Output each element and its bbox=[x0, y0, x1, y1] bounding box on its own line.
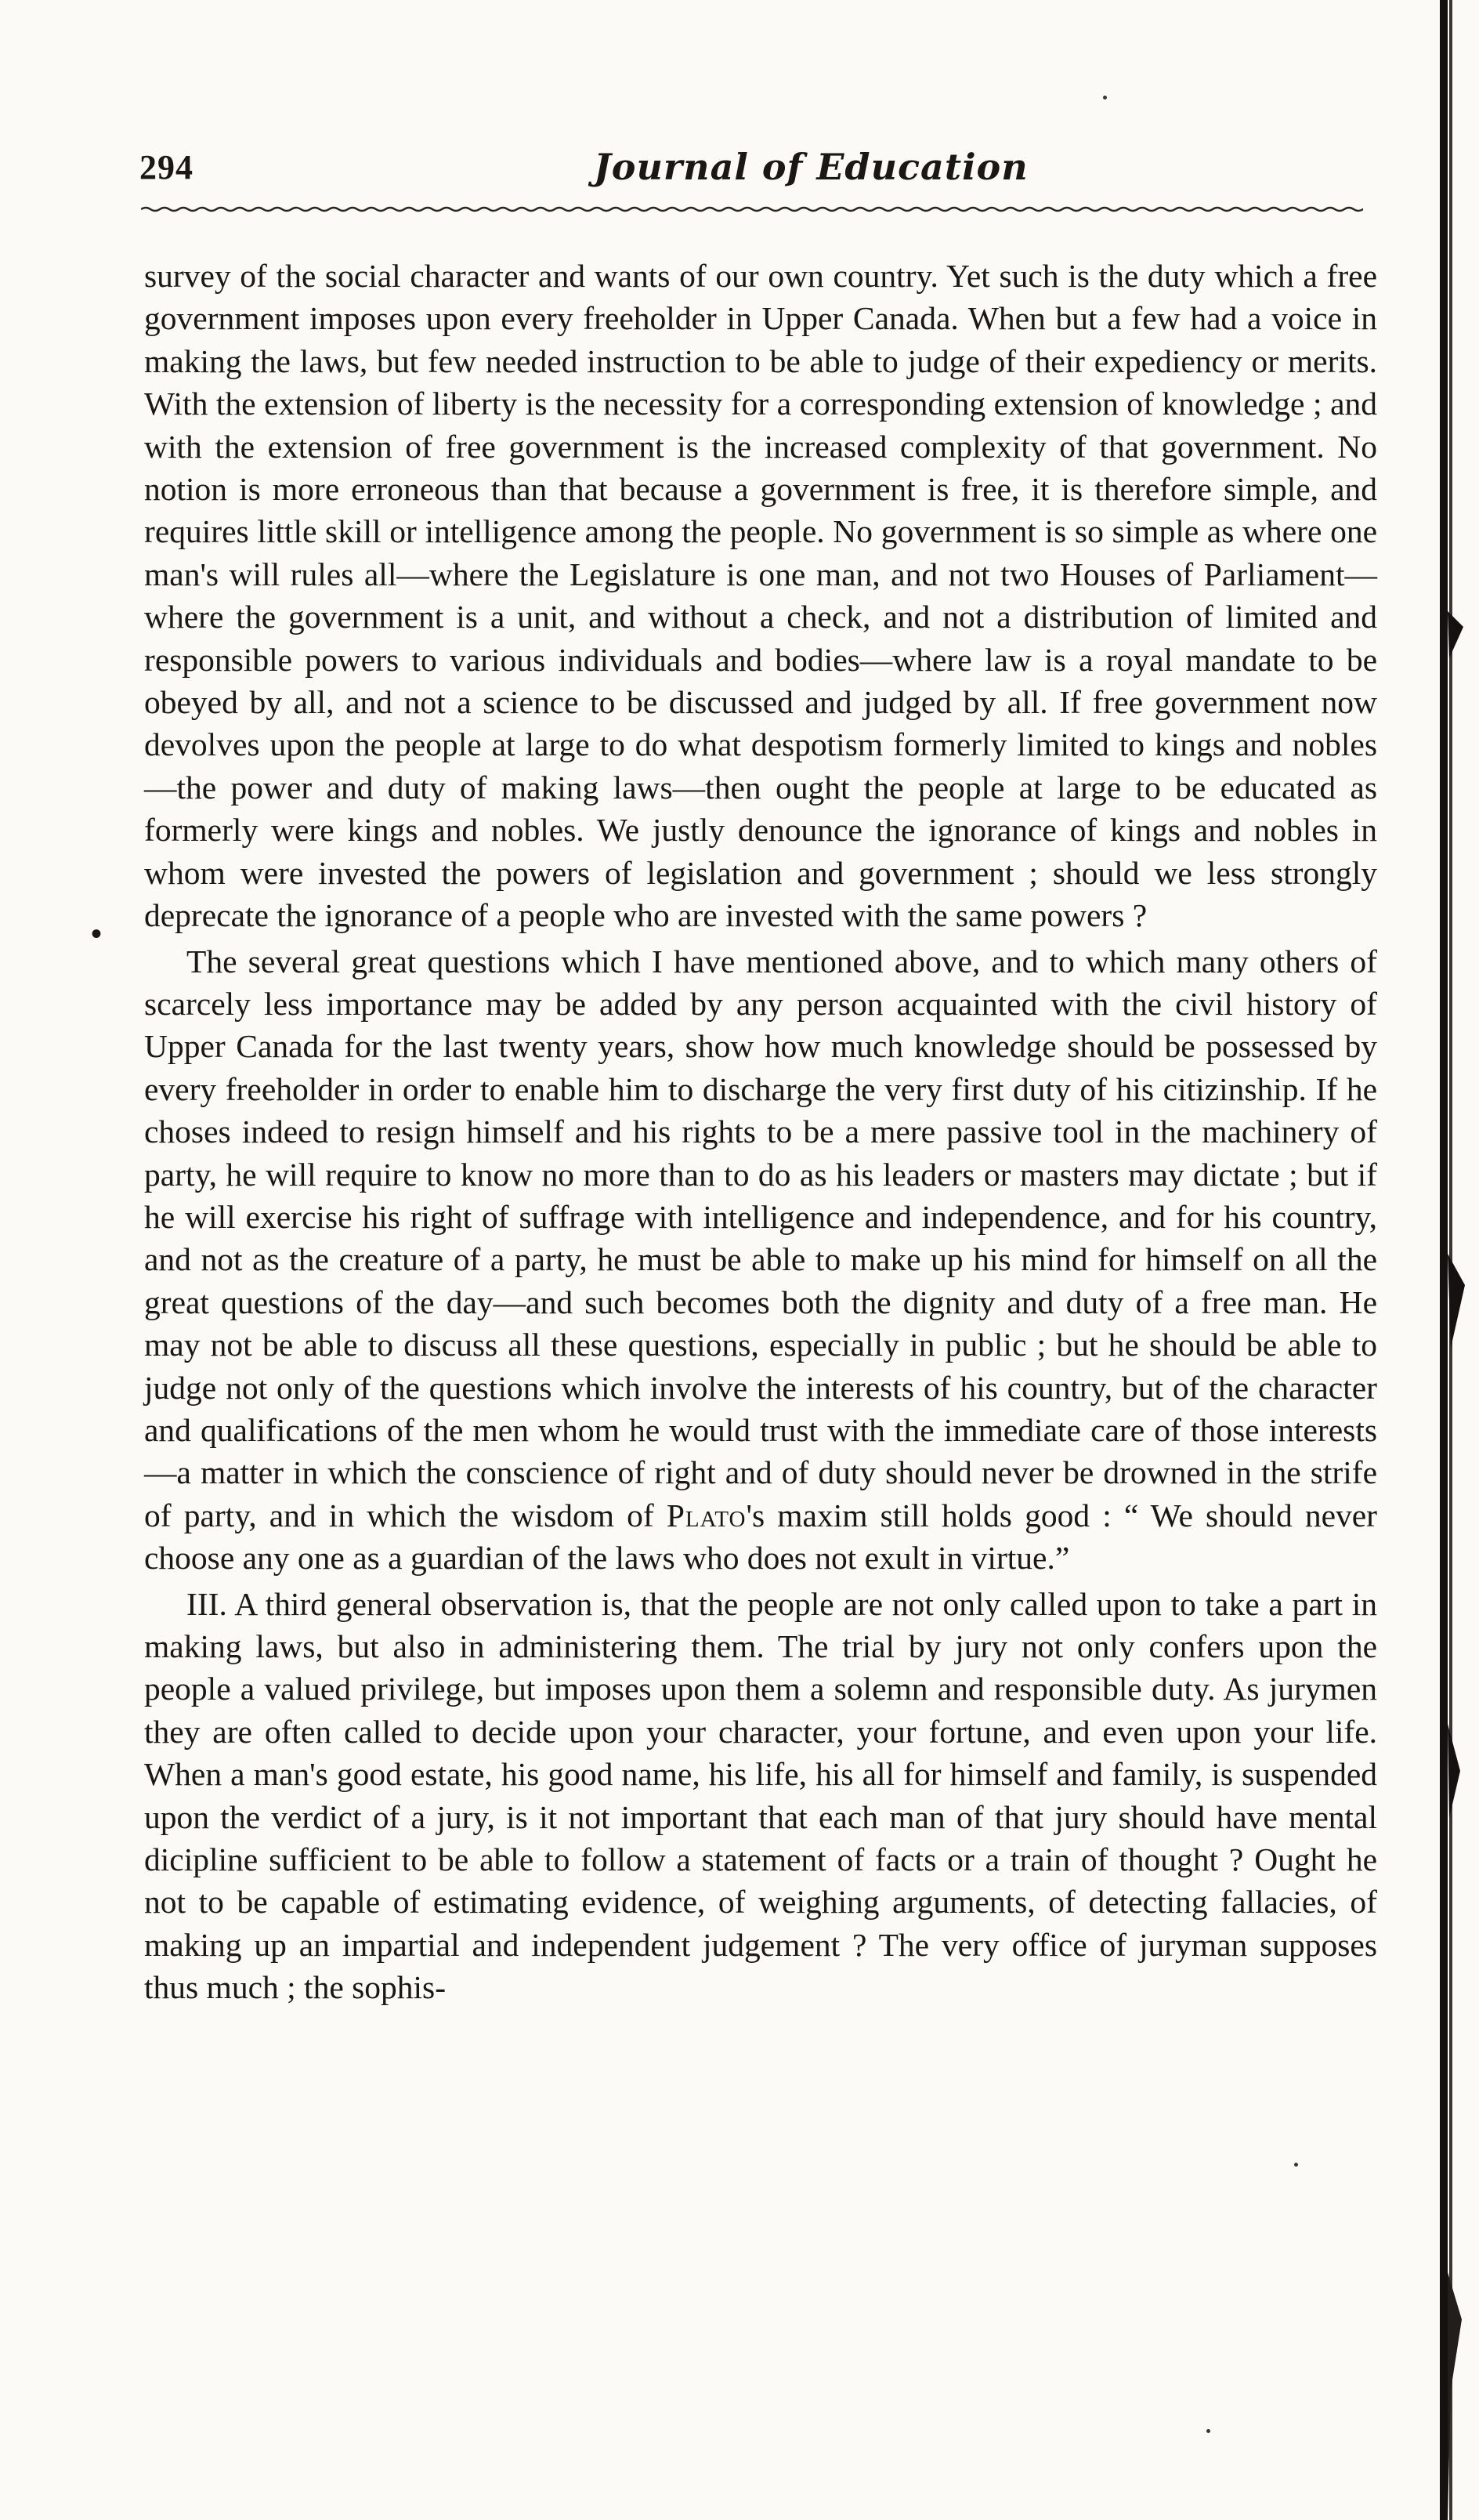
header-wavy-rule bbox=[141, 205, 1363, 213]
paragraph-2 bbox=[144, 940, 1377, 1580]
page-header bbox=[139, 147, 1369, 202]
binding-edge bbox=[1416, 0, 1479, 2520]
paper-speck bbox=[1294, 2163, 1298, 2167]
paper-speck bbox=[1103, 96, 1107, 100]
paper-speck bbox=[1206, 2429, 1210, 2433]
paragraph-2-text-before: The several great questions which I have mentioned above, and to which many others of scarcely less importance may be added by any person acquainted with the civil history of Upper Canada for the last twenty years, show how much knowledge should be possessed by every freeholder in order to enable him to discharge the very first duty of his citizinship. If he choses indeed to resign himself and his rights to be a mere passive tool in the machinery of party, he will require to know no more than to do as his leaders or masters may dictate ; but if he will exercise his right of suffrage with intelligence and independence, and for his country, and not as the creature of a party, he must be able to make up his mind for himself on all the great questions of the day—and such becomes both the dignity and duty of a free man. He may not be able to discuss all these questions, especially in public ; but he should be able to judge not only of the questions which involve the interests of his country, but of the character and qualifications of the men whom he would trust with the immediate care of those interests—a matter in which the conscience of right and of duty should never be drowned in the strife of party, and in which the wisdom of bbox=[144, 943, 1377, 1533]
paragraph-3: III. A third general observation is, that the people are not only called upon to take a part in making laws, but also in administering them. The trial by jury not only confers upon the people a valued privilege, but imposes upon them a solemn and responsible duty. As jurymen they are often called to decide upon your character, your fortune, and even upon your life. When a man's good estate, his good name, his life, his all for himself and family, is suspended upon the verdict of a jury, is it not important that each man of that jury should have mental dicipline sufficient to be able to follow a statement of facts or a train of thought ? Ought he not to be capable of estimating evidence, of weighing arguments, of detecting fallacies, of making up an impartial and independent judgement ? The very office of juryman supposes thus much ; the sophis- bbox=[144, 1585, 1377, 2006]
page-number: 294 bbox=[139, 148, 193, 186]
paragraph-2-text-after: 's maxim still holds good : “ We should never choose any one as a guardian of the laws who does not exult in virtue.” bbox=[144, 1497, 1377, 1577]
running-title: Journal of Education bbox=[594, 146, 1029, 188]
article-body bbox=[144, 255, 1377, 2009]
paragraph-1: survey of the social character and wants of our own country. Yet such is the duty which a free government imposes upon every freeholder in Upper Canada. When but a few had a voice in making the laws, but few needed instruction to be able to judge of their expediency or merits. With the extension of liberty is the necessity for a corresponding extension of knowledge ; and with the extension of free government is the increased complexity of that government. No notion is more erroneous than that because a government is free, it is therefore simple, and requires little skill or intelligence among the people. No government is so simple as where one man's will rules all—where the Legislature is one man, and not two Houses of Parliament—where the government is a unit, and without a check, and not a distribution of limited and responsible powers to various individuals and bodies—where law is a royal mandate to be obeyed by all, and not a science to be discussed and judged by all. If free government now devolves upon the people at large to do what despotism formerly limited to kings and nobles—the power and duty of making laws—then ought the people at large to be educated as formerly were kings and nobles. We justly denounce the ignorance of kings and nobles in whom were invested the powers of legislation and government ; should we less strongly deprecate the ignorance of a people who are invested with the same powers ? bbox=[144, 258, 1377, 934]
margin-mark: • bbox=[91, 916, 103, 951]
plato-name: Plato bbox=[666, 1497, 747, 1533]
